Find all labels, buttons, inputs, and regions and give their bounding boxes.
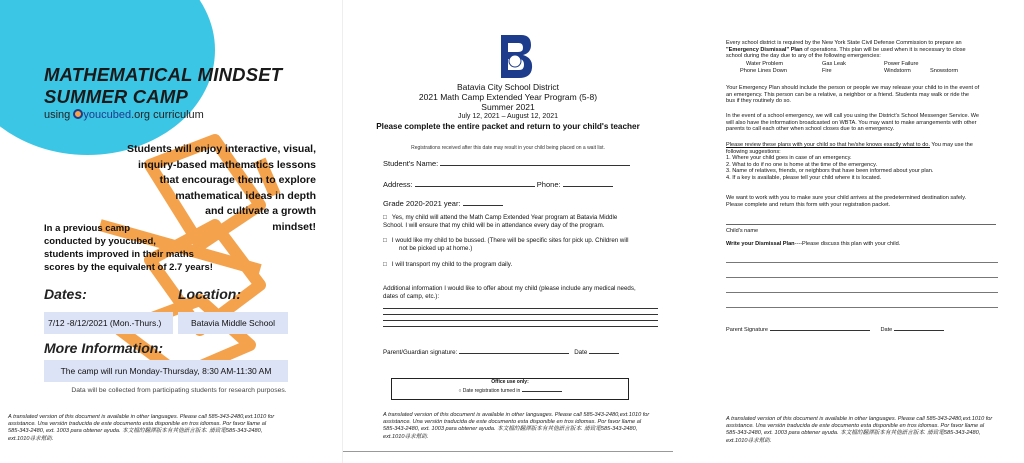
additional-info-line[interactable] — [383, 326, 658, 327]
desc-line: that encourage them to explore — [159, 174, 316, 187]
plan-line-input[interactable] — [726, 262, 998, 263]
intro-line: Every school district is required by the New York State Civil Defense Commission to prepare an — [726, 40, 962, 46]
camp-flyer — [0, 0, 330, 463]
office-date-label: Date registration turned in — [462, 388, 521, 394]
parent-signature-field[interactable] — [726, 325, 996, 334]
review-underlined: Please review these plans with your child so that he/she knows exactly what to do. — [726, 142, 930, 148]
emergency-item: Fire — [822, 68, 832, 74]
translation-line: assistance. Una versión traducida de este documento esta disponible en tros idiomas. Por favor llame al — [383, 419, 642, 426]
closing-line: Please complete and return this form with your registration packet. — [726, 201, 891, 208]
emergency-item: Water Problem — [746, 61, 784, 67]
waitlist-note: Registrations received after this date may result in your child being placed on a wait list. — [411, 145, 605, 151]
suggestion-item: 2. What to do if no one is home at the time of the emergency. — [726, 161, 878, 168]
checkbox-icon[interactable]: □ — [383, 214, 387, 221]
flyer-title-line: SUMMER CAMP — [44, 86, 189, 107]
plan-line-input[interactable] — [726, 307, 998, 308]
office-use-label: Office use only: — [491, 379, 529, 385]
messenger-line: parents to call each other when school closes due to an emergency. — [726, 126, 895, 133]
student-name-label: Student's Name: — [383, 159, 439, 168]
youcubed-text: youcubed — [83, 109, 132, 121]
radio-icon: ○ — [458, 388, 462, 394]
more-info-box: The camp will run Monday-Thursday, 8:30 AM-11:30 AM — [44, 360, 288, 382]
emergency-item: Phone Lines Down — [740, 68, 787, 74]
dismissal-date-line[interactable] — [894, 325, 944, 331]
prev-line: students improved in their maths — [44, 249, 194, 260]
child-name-line[interactable] — [726, 224, 996, 225]
desc-line: Students will enjoy interactive, visual, — [126, 143, 316, 155]
desc-line: inquiry-based mathematics lessons — [138, 158, 316, 171]
grade-field[interactable] — [383, 197, 503, 208]
dates-label: Dates: — [44, 286, 87, 302]
translation-line: ext.1010尋求幫助. — [726, 437, 772, 444]
data-collection-note: Data will be collected from participating students for research purposes. — [71, 387, 287, 394]
dismissal-intro — [726, 40, 1011, 60]
option-transport-text: I will transport my child to the program daily. — [391, 261, 513, 268]
plan-instruction: ----Please discuss this plan with your child. — [794, 241, 901, 247]
translation-line: A translated version of this document is available in other languages. Please call 585-343-2480,ext.1010 for — [8, 414, 275, 420]
option-bussed-text-2: not be picked up at home.) — [399, 245, 473, 252]
option-attend-text-2: School. I will ensure that my child will be in attendance every day of the program. — [383, 222, 605, 229]
plan-line-input[interactable] — [726, 292, 998, 293]
more-info-label: More Information: — [44, 340, 163, 356]
office-use-box — [391, 378, 629, 400]
intro-line-rest: of operations. This plan will be used when it is necessary to close — [802, 46, 966, 53]
review-paragraph — [726, 142, 1016, 182]
program-summer: Summer 2021 — [481, 102, 535, 112]
review-line: following suggestions: — [726, 148, 781, 155]
packet-instruction: Please complete the entire packet and return to your child's teacher — [376, 122, 640, 131]
phone-label: Phone: — [536, 180, 561, 189]
dismissal-plan-prompt — [726, 241, 900, 248]
childs-name-label: Child's name — [726, 228, 759, 234]
suggestion-item: 3. Name of relatives, friends, or neighbors that have been informed about your plan. — [726, 168, 934, 175]
messenger-paragraph — [726, 113, 1011, 133]
checkbox-icon[interactable]: □ — [383, 237, 387, 244]
translation-note — [383, 412, 668, 441]
emergency-item: Snowstorm — [930, 68, 958, 74]
plan-line-input[interactable] — [726, 277, 998, 278]
plan-line: bus if they routinely do so. — [726, 98, 791, 105]
translation-line: assistance. Una versión traducida de este documento esta disponible en tros idiomas. Por favor llame al — [8, 421, 267, 428]
grade-line[interactable] — [463, 197, 503, 206]
parent-signature-label: Parent Signature — [726, 327, 768, 333]
address-line[interactable] — [415, 178, 535, 187]
signature-field[interactable] — [383, 347, 673, 357]
phone-line[interactable] — [563, 178, 613, 187]
address-field[interactable] — [383, 178, 613, 189]
program-name: 2021 Math Camp Extended Year Program (5-8) — [418, 92, 598, 102]
emergency-item: Windstorm — [884, 68, 911, 74]
prev-line: conducted by youcubed, — [44, 236, 156, 247]
district-name: Batavia City School District — [456, 82, 560, 92]
option-attend[interactable] — [383, 214, 663, 230]
additional-line: dates of camp, etc.): — [383, 293, 440, 300]
translation-note — [726, 416, 1011, 445]
dismissal-date-label: Date — [880, 327, 893, 333]
district-crest-icon — [495, 31, 535, 81]
plan-line: Your Emergency Plan should include the person or people we may release your child to in the event of — [726, 85, 980, 91]
location-label: Location: — [178, 286, 241, 302]
youcubed-logo-icon — [73, 109, 83, 119]
option-attend-text: Yes, my child will attend the Math Camp Extended Year program at Batavia Middle — [391, 214, 618, 221]
checkbox-icon[interactable]: □ — [383, 261, 387, 268]
curriculum-line — [44, 109, 204, 121]
suggestion-item: 4. If a key is available, please tell your child where it is located. — [726, 174, 882, 181]
desc-line: mindset! — [272, 220, 316, 233]
option-bussed-text: I would like my child to be bussed. (There will be specific sites for pick up. Children will — [391, 237, 629, 244]
flyer-title-line: MATHEMATICAL MINDSET — [44, 64, 283, 85]
prev-line: scores by the equivalent of 2.7 years! — [44, 262, 213, 273]
messenger-line: will also have the information broadcasted on WBTA. You may want to make arrangements with other — [726, 119, 977, 126]
messenger-line: In the event of a school emergency, we will call you using the District's School Messenger Service. We — [726, 113, 980, 119]
additional-line: Additional information I would like to offer about my child (please include any medical needs, — [383, 285, 636, 292]
translation-line: 585-343-2480, ext. 1003 para obtener ayuda. 本文檔的翻譯版本有其他語言版本. 請致電585-343-2480, — [383, 426, 638, 433]
additional-info-line[interactable] — [383, 314, 658, 315]
closing-paragraph — [726, 195, 1011, 208]
translation-line: ext.1010尋求幫助. — [383, 433, 429, 440]
office-date-line — [522, 386, 562, 392]
translation-line: 585-343-2480, ext. 1003 para obtener ayuda. 本文檔的翻譯版本有其他語言版本. 請致電585-343-2480, — [8, 428, 263, 435]
plan-label: Write your Dismissal Plan — [726, 241, 795, 247]
translation-line: A translated version of this document is available in other languages. Please call 585-343-2480,ext.1010 for — [383, 412, 650, 418]
previous-camp-note — [44, 222, 224, 274]
date-label: Date — [574, 349, 588, 356]
student-name-line[interactable] — [440, 157, 630, 166]
prev-line: In a previous camp — [44, 223, 131, 234]
grade-label: Grade 2020-2021 year: — [383, 199, 461, 208]
location-box: Batavia Middle School — [178, 312, 288, 334]
page-bottom-rule — [343, 451, 673, 452]
dismissal-plan-page — [684, 0, 1024, 463]
student-name-field[interactable] — [383, 157, 630, 168]
translation-note — [8, 414, 323, 443]
flyer-title — [44, 64, 282, 108]
parent-signature-line[interactable] — [770, 325, 870, 331]
additional-info-line[interactable] — [383, 320, 658, 321]
option-transport[interactable] — [383, 261, 663, 269]
intro-line: school during the day due to any of the following emergencies: — [726, 53, 881, 60]
using-text: using — [44, 109, 71, 121]
program-dates: July 12, 2021 – August 12, 2021 — [457, 113, 559, 120]
additional-info-line[interactable] — [383, 308, 658, 309]
suggestion-item: 1. Where your child goes in case of an emergency. — [726, 155, 852, 162]
signature-label: Parent/Guardian signature: — [383, 349, 458, 356]
plan-line: an emergency. This person can be a relative, a neighbor or a friend. Students may walk or ride the — [726, 91, 969, 98]
emergency-dismissal-title: "Emergency Dismissal" Plan — [726, 46, 803, 53]
address-label: Address: — [383, 180, 413, 189]
emergency-item: Power Failure — [884, 61, 919, 67]
desc-line: mathematical ideas in depth — [175, 189, 316, 202]
translation-line: ext.1010尋求幫助. — [8, 435, 54, 442]
translation-line: A translated version of this document is available in other languages. Please call 585-343-2480,ext.1010 for — [726, 416, 993, 422]
option-bussed[interactable] — [383, 237, 663, 253]
additional-info-prompt — [383, 285, 663, 301]
review-rest: You may use the — [929, 142, 973, 148]
dates-box: 7/12 -8/12/2021 (Mon.-Thurs.) — [44, 312, 173, 334]
signature-line[interactable] — [459, 347, 569, 354]
registration-form — [342, 0, 673, 463]
curriculum-text: .org curriculum — [131, 109, 204, 121]
date-line[interactable] — [589, 347, 619, 354]
desc-line: and cultivate a growth — [205, 205, 316, 218]
translation-line: assistance. Una versión traducida de este documento esta disponible en tros idiomas. Por favor llame al — [726, 423, 985, 430]
emergency-item: Gas Leak — [822, 61, 846, 67]
closing-line: We want to work with you to make sure your child arrives at the predetermined destination safely. — [726, 195, 967, 201]
translation-line: 585-343-2480, ext. 1003 para obtener ayuda. 本文檔的翻譯版本有其他語言版本. 請致電585-343-2480, — [726, 430, 981, 437]
emergency-plan-paragraph — [726, 85, 1011, 105]
